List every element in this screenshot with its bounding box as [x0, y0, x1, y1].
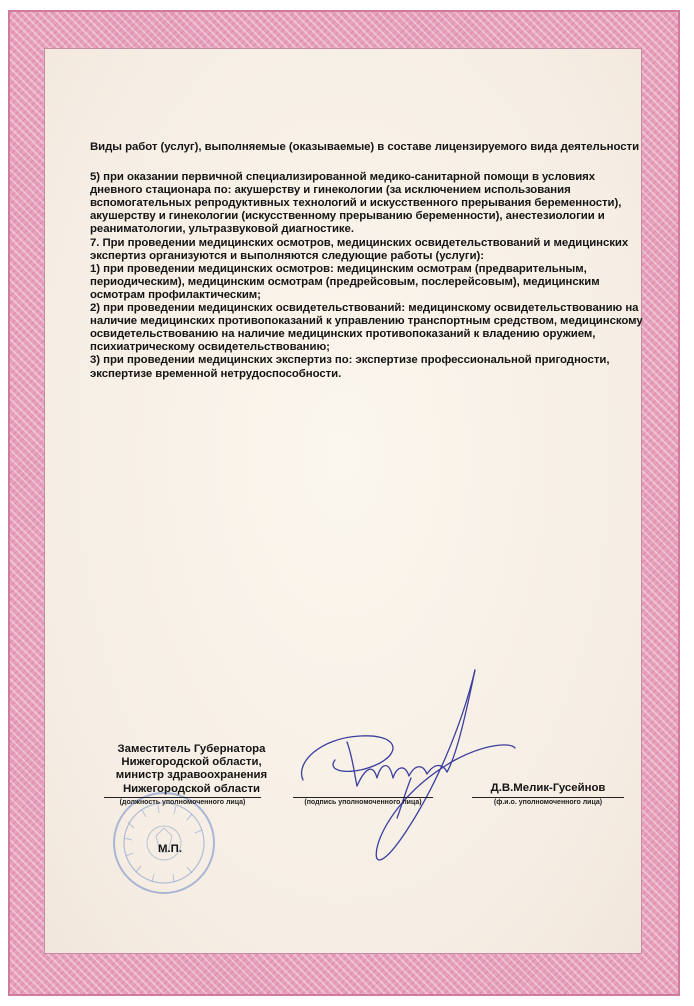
position-caption: (должность уполномоченного лица) [119, 799, 246, 806]
official-title: Заместитель Губернатора Нижегородской области, министр здравоохранения Нижегородской области [115, 743, 268, 795]
list-item: 2) при проведении медицинских освидетельствований: медицинскому освидетельствованию на наличие медицинских противопоказаний к управлению транспортным средством, медицинскому освидетельствованию на наличие медицинских противопоказаний к владению оружием, психиатрическому освидетельствованию; [90, 302, 643, 354]
signature-line [293, 797, 433, 798]
signatory-name: Д.В.Мелик-Гусейнов [490, 782, 606, 794]
signature-caption: (подпись уполномоченного лица) [304, 799, 422, 806]
name-caption: (ф.и.о. уполномоченного лица) [493, 799, 603, 806]
document-heading: Виды работ (услуг), выполняемые (оказываемые) в составе лицензируемого вида деятельности [90, 141, 640, 153]
document-body [90, 141, 650, 381]
list-item: 1) при проведении медицинских осмотров: медицинским осмотрам (предварительным, периодическим), медицинским осмотрам (предрейсовым, послерейсовым), медицинским осмотрам профилактическим; [90, 262, 600, 301]
list-item: 3) при проведении медицинских экспертиз по: экспертизе профессиональной пригодности, экспертизе временной нетрудоспособности. [90, 354, 610, 380]
name-line [472, 797, 624, 798]
seal-place-mark: М.П. [158, 843, 183, 855]
list-item: 5) при оказании первичной специализированной медико-санитарной помощи в условиях дневного стационара по: акушерству и гинекологии (за исключением использования вспомогательных репродуктивных технологий и искусственного прерывания беременности), акушерству и гинекологии (искусственному прерыванию беременности), анестезиологии и реаниматологии, ультразвуковой диагностике. [90, 171, 622, 236]
handwritten-signature [285, 668, 520, 868]
list-item: 7. При проведении медицинских осмотров, медицинских освидетельствований и медицинских экспертиз организуются и выполняются следующие работы (услуги): [90, 236, 629, 262]
position-line [104, 797, 261, 798]
